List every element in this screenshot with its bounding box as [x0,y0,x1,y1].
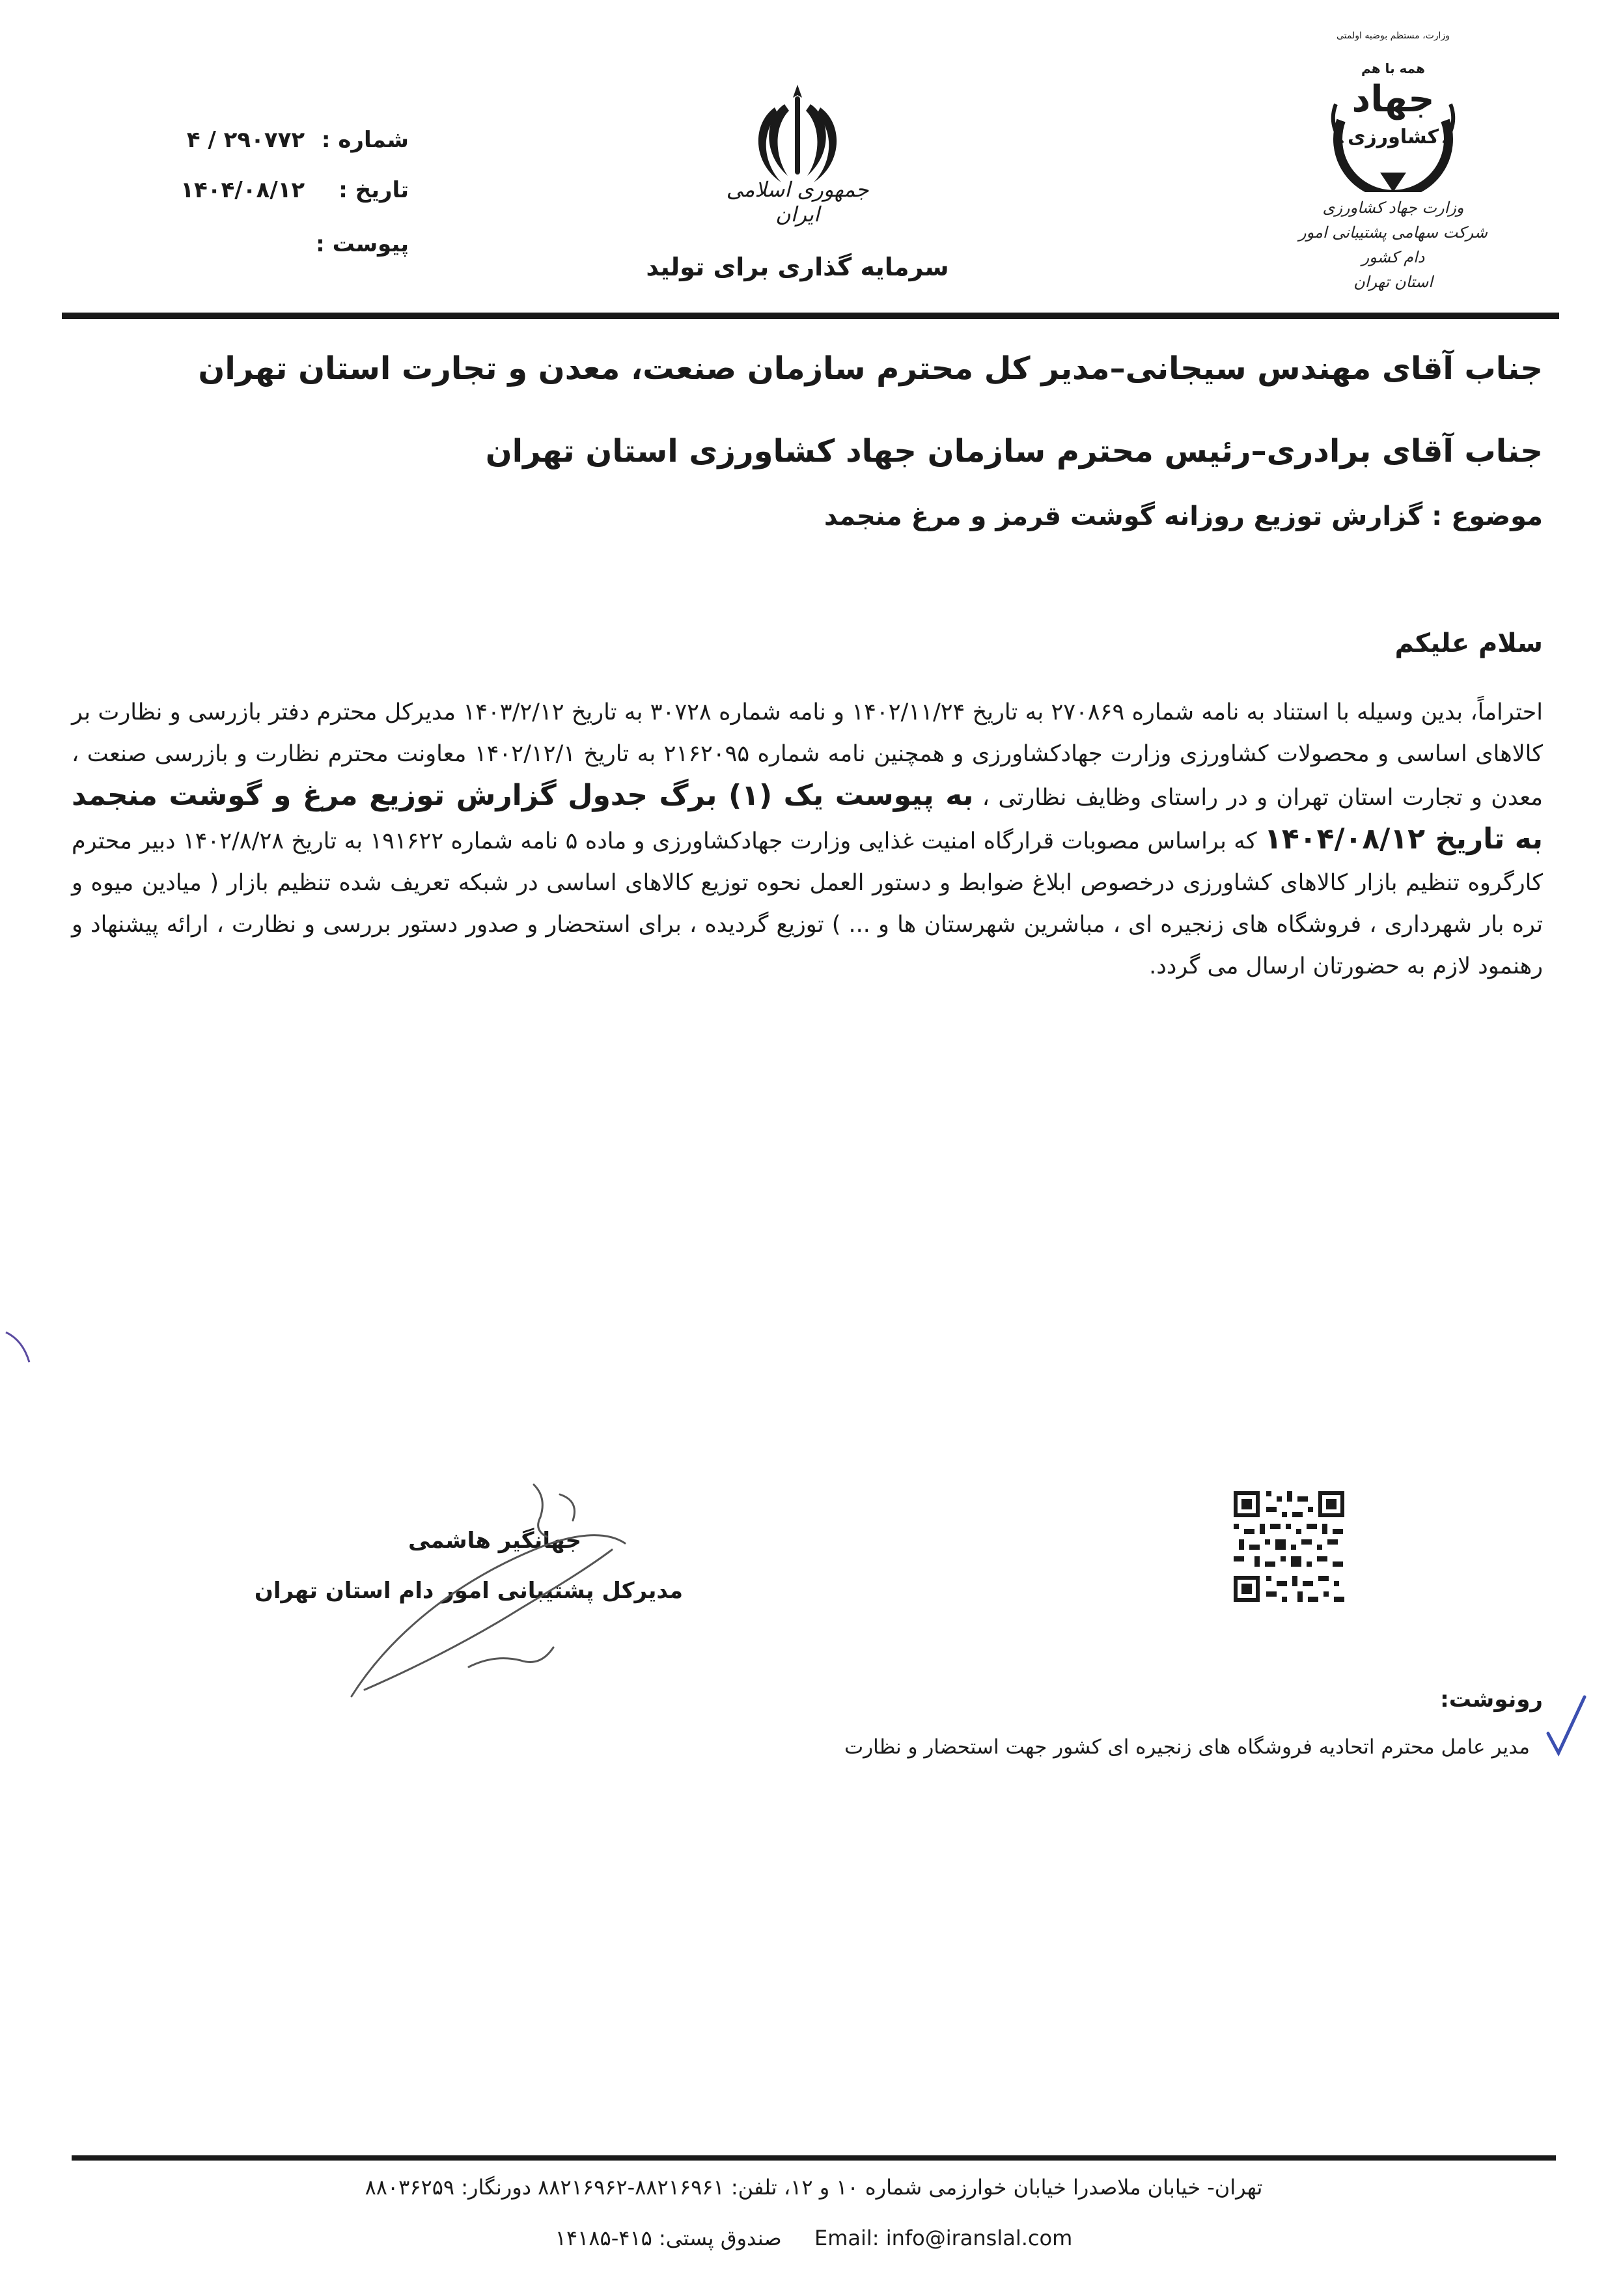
margin-mark [3,1328,36,1367]
letter-attachment-row [316,231,409,257]
signatory-name: جهانگیر هاشمی [408,1528,582,1554]
ministry-line: وزارت جهاد کشاورزی [1322,199,1464,217]
subject-line: موضوع : گزارش توزیع روزانه گوشت قرمز و مرغ منجمد [824,501,1543,531]
letter-number-row [187,127,409,153]
footer-address: تهران- خیابان ملاصدرا خیابان خوارزمی شماره ۱۰ و ۱۲، تلفن: ۸۸۲۱۶۹۶۱-۸۸۲۱۶۹۶۲ دورنگار: ۸۸۰۳۶۲۵۹ [365,2175,1263,2200]
date-label: تاریخ : [339,177,409,203]
letter-date-row [180,177,409,203]
header-divider [62,313,1559,319]
signatory-title: مدیرکل پشتیبانی امور دام استان تهران [254,1578,684,1604]
cc-title: رونوشت: [1440,1687,1543,1713]
addressee-2: جناب آقای برادری–رئیس محترم سازمان جهاد کشاورزی استان تهران [485,433,1543,469]
body-paragraph [72,692,1543,987]
handwritten-signature-icon [339,1472,651,1706]
ministry-line: استان تهران [1353,273,1433,291]
number-label: شماره : [321,127,409,153]
body-text-part1: احتراماً، بدین وسیله با استناد به نامه شماره ۲۷۰۸۶۹ به تاریخ ۱۴۰۲/۱۱/۲۴ و نامه شماره ۳۰۷۲۸ به تاریخ ۱۴۰۳/۲/۱۲ مدیرکل محترم دفتر بازرسی و نظارت بر کالاهای اساسی و محصولات کشاورزی وزارت جهادکشاورزی و همچنین نامه شماره ۲۱۶۲۰۹۵ به تاریخ ۱۴۰۲/۱۲/۱ معاونت محترم نظارت و بازرسی صنعت ، معدن و تجارت استان تهران و در راستای وظایف نظارتی ، [72,699,1543,811]
motto: سرمایه گذاری برای تولید [646,253,949,281]
addressee-1: جناب آقای مهندس سیجانی–مدیر کل محترم سازمان صنعت، معدن و تجارت استان تهران [198,350,1543,387]
footer-email: Email: info@iranslal.com [814,2226,1073,2250]
ministry-line: شرکت سهامی پشتیبانی امور دام کشور [1299,223,1488,266]
logo-ring-text: وزارت، مستظم بوضبه اولمتی [1337,31,1450,41]
footer-contact [75,2226,1553,2250]
logo-word-keshavarzi: کشاورزی [1348,126,1439,148]
emblem-caption: جمهوری اسلامی ایران [726,177,869,227]
cc-recipient: مدیر عامل محترم اتحادیه فروشگاه های زنجیره ای کشور جهت استحضار و نظارت [844,1735,1530,1759]
logo-tagline: همه با هم [1361,61,1425,76]
greeting: سلام علیکم [1394,628,1543,658]
check-mark-icon [1543,1693,1588,1758]
number-value: ۴ / ۲۹۰۷۷۲ [186,127,305,153]
body-text-part2: که براساس مصوبات قرارگاه امنیت غذایی وزارت جهادکشاورزی و ماده ۵ نامه شماره ۱۹۱۶۲۲ به تاریخ ۱۴۰۲/۸/۲۸ دبیر محترم کارگروه تنظیم بازار کالاهای کشاورزی درخصوص ابلاغ ضوابط و دستور العمل نحوه توزیع کالاهای اساسی در شبکه تعریف شده تنظیم بازار ( میادین میوه و تره بار شهرداری ، فروشگاه های زنجیره ای ، مباشرین شهرستان ها و ... ) توزیع گردیده ، برای استحضار و صدور دستور بررسی و نظارت ، ارائه پیشنهاد و رهنمود لازم به حضورتان ارسال می گردد. [72,828,1543,979]
date-value: ۱۴۰۴/۰۸/۱۲ [180,177,305,203]
ministry-lines [1295,195,1491,294]
body-highlight: به پیوست یک (۱) برگ جدول گزارش توزیع مرغ و گوشت منجمد به تاریخ ۱۴۰۴/۰۸/۱۲ [72,779,1543,856]
jahad-keshavarzi-logo [1315,31,1471,192]
attachment-label: پیوست : [316,231,409,257]
iran-emblem-icon [749,78,846,189]
logo-word-jahad: جهاد [1351,78,1435,120]
qr-code-icon [1234,1491,1344,1602]
footer-divider [72,2155,1556,2161]
footer-postal: صندوق پستی: ۴۱۵-۱۴۱۸۵ [555,2226,782,2250]
